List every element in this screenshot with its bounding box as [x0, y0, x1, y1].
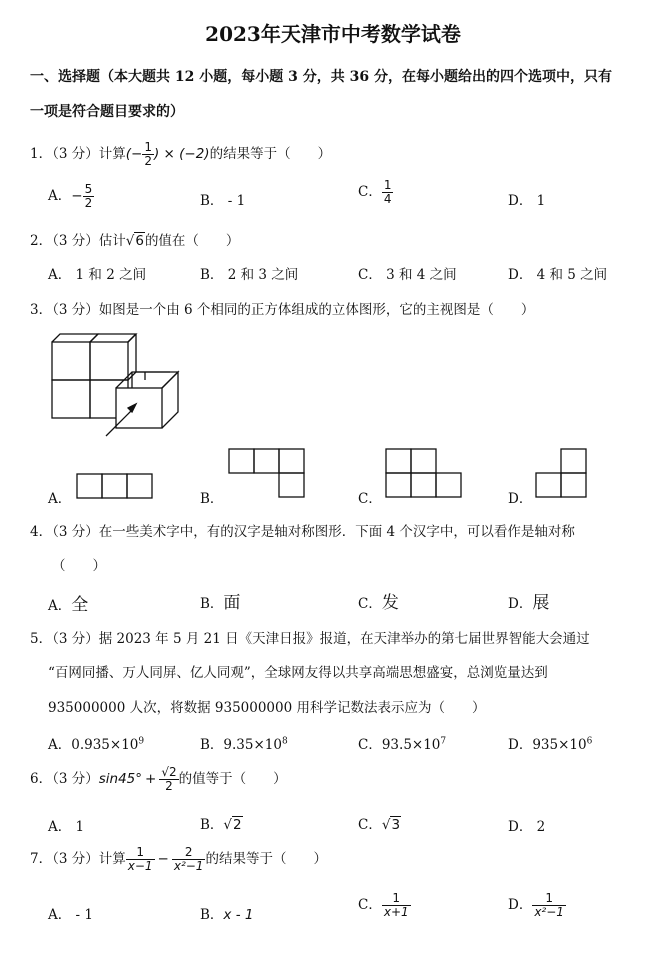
q7-option-a[interactable]: A． ‑ 1: [48, 907, 93, 923]
q1-c-den: 4: [383, 192, 392, 206]
q7-suffix: 的结果等于（ ）: [205, 851, 327, 867]
q1-a-num: 5: [84, 182, 93, 196]
q7-fraction-1: [126, 846, 155, 873]
q5-a-exp: 9: [138, 736, 145, 747]
q4-c-char: 发: [381, 593, 399, 613]
q2-sqrt: √6: [125, 233, 144, 249]
question-1: [30, 141, 331, 168]
q1-a-label: A．: [48, 188, 72, 204]
q2-prefix: 2．（3 分）估计: [30, 233, 126, 249]
q1-a-sign: −: [71, 188, 83, 204]
q4-d-label: D．: [508, 596, 533, 612]
q7-option-c[interactable]: [358, 892, 411, 919]
section-header-line2: 一项是符合题目要求的）: [30, 104, 184, 120]
cube-front-5: [116, 388, 162, 428]
q4-option-b[interactable]: [200, 588, 240, 613]
q5-d-label: D．: [508, 737, 533, 753]
q7-d-label: D．: [508, 897, 533, 913]
question-2: [30, 229, 239, 249]
q1-a-den: 2: [84, 196, 93, 210]
q7-d-den: x²−1: [534, 905, 564, 919]
q7-d-num: 1: [532, 892, 566, 906]
question-6: [30, 766, 287, 793]
q7-option-d[interactable]: [508, 892, 566, 919]
q7-option-b[interactable]: [200, 903, 253, 923]
q5-c-base: 93.5×10: [381, 737, 441, 753]
q6-b-radicand: 2: [233, 817, 242, 833]
q4-b-label: B．: [200, 596, 224, 612]
q5-b-exp: 8: [281, 736, 288, 747]
question-5-line2: “百网同播、万人同屏、亿人同观”，全球网友得以共享高端思想盛宴，总浏览量达到: [48, 665, 548, 681]
q2-option-d[interactable]: D． 4 和 5 之间: [508, 267, 608, 283]
q1-frac-den: 2: [144, 154, 152, 168]
q6-c-label: C．: [358, 817, 382, 833]
q1-c-label: C．: [358, 184, 382, 200]
q2-suffix: 的值在（ ）: [144, 233, 240, 249]
cube-front-1: [52, 342, 90, 380]
q1-expr-rest: ) × (−2): [153, 146, 210, 162]
q1-option-c[interactable]: [358, 179, 393, 206]
q7-f1-num: 1: [126, 846, 155, 860]
q3-option-b-figure[interactable]: [228, 448, 306, 499]
question-7: [30, 846, 327, 873]
cube-front-2: [90, 342, 128, 380]
q1-option-d[interactable]: D． 1: [508, 193, 546, 209]
q7-f1-den: x−1: [127, 859, 153, 873]
q7-c-fraction: [382, 892, 411, 919]
q1-prefix: 1．（3 分）计算: [30, 146, 126, 162]
q4-a-label: A．: [48, 598, 72, 614]
q3-option-a-figure[interactable]: [76, 473, 154, 499]
q4-c-label: C．: [358, 596, 382, 612]
q7-prefix: 7．（3 分）计算: [30, 851, 126, 867]
question-5-line1: 5．（3 分）据 2023 年 5 月 21 日《天津日报》报道，在天津举办的第七届世界智能大会通过: [30, 631, 590, 647]
question-4-line2: （ ）: [52, 558, 106, 574]
q6-c-sqrt: √3: [381, 817, 401, 833]
q5-option-c[interactable]: [358, 733, 446, 753]
q7-c-label: C．: [358, 897, 382, 913]
q1-c-num: 1: [383, 178, 392, 192]
q1-fraction: [142, 141, 154, 168]
q3-option-c-figure[interactable]: [385, 448, 463, 499]
q3-option-a[interactable]: A．: [48, 491, 72, 507]
q1-frac-num: 1: [144, 140, 152, 154]
q6-b-sqrt: √2: [223, 817, 242, 833]
q7-fraction-2: [172, 846, 206, 873]
q5-b-label: B．: [200, 737, 224, 753]
q2-option-a[interactable]: A． 1 和 2 之间: [48, 267, 147, 283]
q1-option-a[interactable]: [48, 183, 94, 210]
q6-c-radicand: 3: [391, 817, 401, 833]
q3-option-d-figure[interactable]: [535, 448, 589, 499]
q1-option-b[interactable]: B． ‑ 1: [200, 193, 246, 209]
q7-c-den: x+1: [383, 905, 409, 919]
q4-b-char: 面: [223, 593, 241, 613]
q3-solid-figure: [48, 328, 183, 438]
q6-b-label: B．: [200, 817, 224, 833]
q6-option-c[interactable]: [358, 813, 401, 833]
q4-option-c[interactable]: [358, 588, 399, 613]
q1-suffix: 的结果等于（ ）: [209, 146, 332, 162]
q5-option-a[interactable]: [48, 733, 144, 753]
q1-c-fraction: [382, 179, 394, 206]
q2-radicand: 6: [135, 233, 144, 249]
q6-option-d[interactable]: D． 2: [508, 819, 546, 835]
question-3: 3．（3 分）如图是一个由 6 个相同的正方体组成的立体图形，它的主视图是（ ）: [30, 302, 535, 318]
q7-c-num: 1: [382, 892, 411, 906]
q5-a-label: A．: [48, 737, 72, 753]
page-title: 2023年天津市中考数学试卷: [205, 22, 461, 46]
q7-f2-num: 2: [172, 846, 206, 860]
q6-suffix: 的值等于（ ）: [178, 771, 287, 787]
q4-a-char: 全: [71, 595, 89, 615]
q5-a-base: 0.935×10: [71, 737, 139, 753]
q2-option-c[interactable]: C． 3 和 4 之间: [358, 267, 457, 283]
q4-d-char: 展: [532, 593, 550, 613]
q5-d-base: 935×10: [532, 737, 587, 753]
q6-prefix: 6．（3 分）: [30, 771, 99, 787]
q6-option-a[interactable]: A． 1: [48, 819, 85, 835]
q7-minus: −: [157, 851, 169, 867]
q5-option-d[interactable]: [508, 733, 592, 753]
q7-f2-den: x²−1: [173, 859, 204, 873]
q7-d-fraction: [532, 892, 566, 919]
q7-b-expr: x ‑ 1: [223, 907, 254, 923]
q1-a-fraction: [83, 183, 95, 210]
q6-sin: sin45°: [98, 771, 143, 787]
q3-option-c[interactable]: C．: [358, 491, 382, 507]
q4-option-a[interactable]: [48, 590, 88, 615]
section-header-line1: 一、选择题（本大题共 12 小题，每小题 3 分，共 36 分，在每小题给出的四个选项中，只有: [30, 69, 612, 85]
q5-b-base: 9.35×10: [223, 737, 282, 753]
q1-expr-open: (−: [125, 146, 143, 162]
question-5-line3: 935000000 人次，将数据 935000000 用科学记数法表示应为（ ）: [48, 700, 486, 716]
q5-c-label: C．: [358, 737, 382, 753]
q6-option-b[interactable]: [200, 813, 243, 833]
q2-option-b[interactable]: B． 2 和 3 之间: [200, 267, 299, 283]
q3-option-b[interactable]: B．: [200, 491, 224, 507]
q5-option-b[interactable]: [200, 733, 288, 753]
cube-front-3: [52, 380, 90, 418]
q5-c-exp: 7: [440, 736, 447, 747]
q6-frac-den: 2: [165, 779, 173, 793]
q5-d-exp: 6: [586, 736, 593, 747]
q4-option-d[interactable]: [508, 588, 549, 613]
q6-frac-num: √2: [161, 765, 177, 779]
q6-fraction: [159, 766, 178, 793]
q6-plus: +: [145, 771, 157, 787]
q7-b-label: B．: [200, 907, 224, 923]
q3-option-d[interactable]: D．: [508, 491, 533, 507]
question-4-line1: 4．（3 分）在一些美术字中，有的汉字是轴对称图形．下面 4 个汉字中，可以看作是轴对称: [30, 524, 575, 540]
